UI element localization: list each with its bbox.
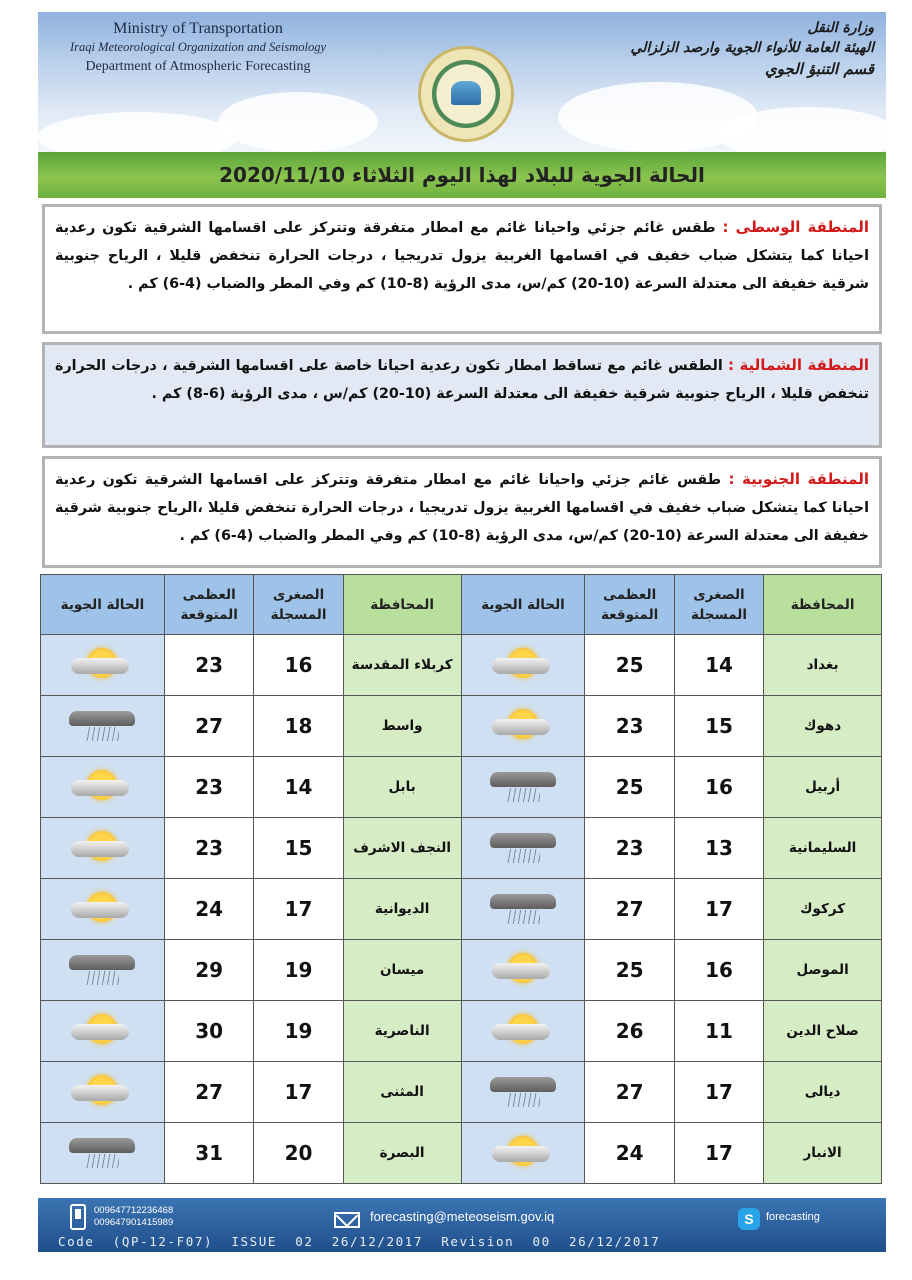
governorate-cell: السليمانية [764,818,882,879]
partly-cloudy-icon [65,768,139,802]
weather-bulletin [38,12,886,1252]
department-name-en: Department of Atmospheric Forecasting [85,59,311,74]
max-temp-cell: 27 [585,1062,674,1123]
weather-cell [461,818,585,879]
region-label: المنطقة الشمالية : [727,356,869,374]
organization-name-en: Iraqi Meteorological Organization and Seismology [70,40,326,54]
min-temp-cell: 17 [254,879,343,940]
partly-cloudy-icon [65,890,139,924]
governorate-cell: المثنى [343,1062,461,1123]
governorate-cell: بابل [343,757,461,818]
governorate-cell: الناصرية [343,1001,461,1062]
weather-cell [41,940,165,1001]
min-temp-cell: 17 [674,1123,763,1184]
region-label: المنطقة الجنوبية : [728,470,869,488]
rain-cloud-icon [65,707,139,741]
min-temp-cell: 17 [674,879,763,940]
table-row [41,1001,882,1062]
max-temp-cell: 30 [164,1001,253,1062]
table-row [41,879,882,940]
weather-cell [41,879,165,940]
min-temp-cell: 14 [674,635,763,696]
governorate-cell: ميسان [343,940,461,1001]
governorate-cell: دهوك [764,696,882,757]
governorate-cell: الموصل [764,940,882,1001]
max-temp-cell: 27 [164,696,253,757]
governorate-cell: الانبار [764,1123,882,1184]
min-temp-cell: 19 [254,940,343,1001]
department-name-ar: قسم التنبؤ الجوي [765,60,874,78]
partly-cloudy-icon [486,951,560,985]
weather-cell [41,1123,165,1184]
min-temp-cell: 17 [254,1062,343,1123]
min-temp-cell: 16 [674,757,763,818]
max-temp-cell: 24 [164,879,253,940]
partly-cloudy-icon [65,646,139,680]
organization-name-ar: الهيئة العامة للأنواء الجوية وارصد الزلزالي [630,40,874,56]
max-temp-cell: 27 [585,879,674,940]
weather-cell [41,696,165,757]
max-temp-cell: 23 [164,635,253,696]
header-weather: الحالة الجوية [41,575,165,635]
header-weather: الحالة الجوية [461,575,585,635]
min-temp-cell: 15 [674,696,763,757]
governorate-cell: واسط [343,696,461,757]
max-temp-cell: 25 [585,757,674,818]
weather-cell [461,635,585,696]
header-banner [38,12,886,152]
cloud-decoration [38,112,238,152]
header-arabic [574,20,874,78]
organization-logo [418,46,514,142]
max-temp-cell: 25 [585,940,674,1001]
header-max-temp: العظمى المتوقعة [585,575,674,635]
max-temp-cell: 23 [585,696,674,757]
partly-cloudy-icon [486,646,560,680]
header-min-temp: الصغرى المسجلة [254,575,343,635]
min-temp-cell: 20 [254,1123,343,1184]
governorate-cell: الديوانية [343,879,461,940]
email-address[interactable]: forecasting@meteoseism.gov.iq [370,1209,555,1224]
partly-cloudy-icon [65,829,139,863]
max-temp-cell: 31 [164,1123,253,1184]
table-row [41,1123,882,1184]
weather-cell [461,1062,585,1123]
skype-id[interactable]: forecasting [766,1211,820,1223]
ministry-name-en: Ministry of Transportation [113,20,283,37]
min-temp-cell: 16 [254,635,343,696]
weather-cell [41,1062,165,1123]
partly-cloudy-icon [486,1134,560,1168]
max-temp-cell: 26 [585,1001,674,1062]
phone-numbers [94,1205,173,1229]
region-text: طقس غائم جزئي واحيانا غائم مع امطار متفرقة وتتركز على اقسامها الشرقية تكون رعدية احيانا كما يتشكل ضباب خفيف في اقسامها الغربية يزول تدريجيا ، درجات الحرارة تنخفض قليلا ،الرياح جنوبية شرقية خفيفة الى معتدلة السرعة (10-20) كم/س، مدى الرؤية (8-10) كم وفي المطر والضباب (4-6) كم . [55,472,869,544]
partly-cloudy-icon [65,1012,139,1046]
header-max-temp: العظمى المتوقعة [164,575,253,635]
weather-cell [461,1123,585,1184]
partly-cloudy-icon [65,1073,139,1107]
table-row [41,757,882,818]
max-temp-cell: 29 [164,940,253,1001]
min-temp-cell: 15 [254,818,343,879]
region-label: المنطقة الوسطى : [722,218,869,236]
header-min-temp: الصغرى المسجلة [674,575,763,635]
page-title: الحالة الجوية للبلاد لهذا اليوم الثلاثاء 2020/11/10 [38,152,886,198]
region-text: طقس غائم جزئي واحيانا غائم مع امطار متفرقة وتتركز على اقسامها الشرقية تكون رعدية احيانا كما يتشكل ضباب خفيف في اقسامها الغربية يزول تدريجيا ، درجات الحرارة تنخفض قليلا ، الرياح جنوبية شرقية خفيفة الى معتدلة السرعة (10-20) كم/س، مدى الرؤية (8-10) كم وفي المطر والضباب (4-6) كم . [55,220,869,292]
max-temp-cell: 23 [164,757,253,818]
rain-cloud-icon [486,890,560,924]
table-row [41,1062,882,1123]
region-text: الطقس غائم مع تساقط امطار تكون رعدية احيانا خاصة على اقسامها الشرقية ، درجات الحرارة تنخفض قليلا ، الرياح جنوبية شرقية خفيفة الى معتدلة السرعة (10-20) كم/س ، مدى الرؤية (6-8) كم . [55,358,869,402]
max-temp-cell: 24 [585,1123,674,1184]
weather-cell [461,757,585,818]
logo-emblem-icon [451,81,481,105]
governorate-cell: البصرة [343,1123,461,1184]
weather-cell [461,940,585,1001]
min-temp-cell: 13 [674,818,763,879]
governorate-cell: النجف الاشرف [343,818,461,879]
weather-cell [41,818,165,879]
rain-cloud-icon [486,1073,560,1107]
header-governorate: المحافظة [343,575,461,635]
governorate-cell: بغداد [764,635,882,696]
table-row [41,940,882,1001]
governorate-cell: كركوك [764,879,882,940]
min-temp-cell: 14 [254,757,343,818]
footer-bar [38,1198,886,1252]
governorate-cell: ديالى [764,1062,882,1123]
skype-icon: S [738,1208,760,1230]
weather-cell [41,1001,165,1062]
weather-cell [461,696,585,757]
mail-icon [334,1212,360,1228]
table-row [41,696,882,757]
forecast-table [40,574,882,1184]
governorate-cell: أربيل [764,757,882,818]
max-temp-cell: 23 [585,818,674,879]
header-english [38,20,358,75]
weather-cell [461,879,585,940]
cloud-decoration [218,92,378,152]
min-temp-cell: 11 [674,1001,763,1062]
region-north [42,342,882,448]
min-temp-cell: 18 [254,696,343,757]
region-south [42,456,882,568]
max-temp-cell: 23 [164,818,253,879]
governorate-cell: كربلاء المقدسة [343,635,461,696]
rain-cloud-icon [486,768,560,802]
table-row [41,635,882,696]
governorate-cell: صلاح الدين [764,1001,882,1062]
max-temp-cell: 27 [164,1062,253,1123]
ministry-name-ar: وزارة النقل [807,20,874,36]
phone-number: 009647712236468 [94,1205,174,1216]
phone-icon [70,1204,86,1230]
table-header-row [41,575,882,635]
min-temp-cell: 16 [674,940,763,1001]
rain-cloud-icon [65,951,139,985]
weather-cell [461,1001,585,1062]
document-code: Code (QP-12-F07) ISSUE 02 26/12/2017 Revision 00 26/12/2017 [58,1234,661,1249]
min-temp-cell: 19 [254,1001,343,1062]
table-row [41,818,882,879]
weather-cell [41,635,165,696]
partly-cloudy-icon [486,707,560,741]
rain-cloud-icon [486,829,560,863]
weather-cell [41,757,165,818]
min-temp-cell: 17 [674,1062,763,1123]
max-temp-cell: 25 [585,635,674,696]
region-central [42,204,882,334]
rain-cloud-icon [65,1134,139,1168]
header-governorate: المحافظة [764,575,882,635]
partly-cloudy-icon [486,1012,560,1046]
phone-number: 009647901415989 [94,1217,174,1228]
